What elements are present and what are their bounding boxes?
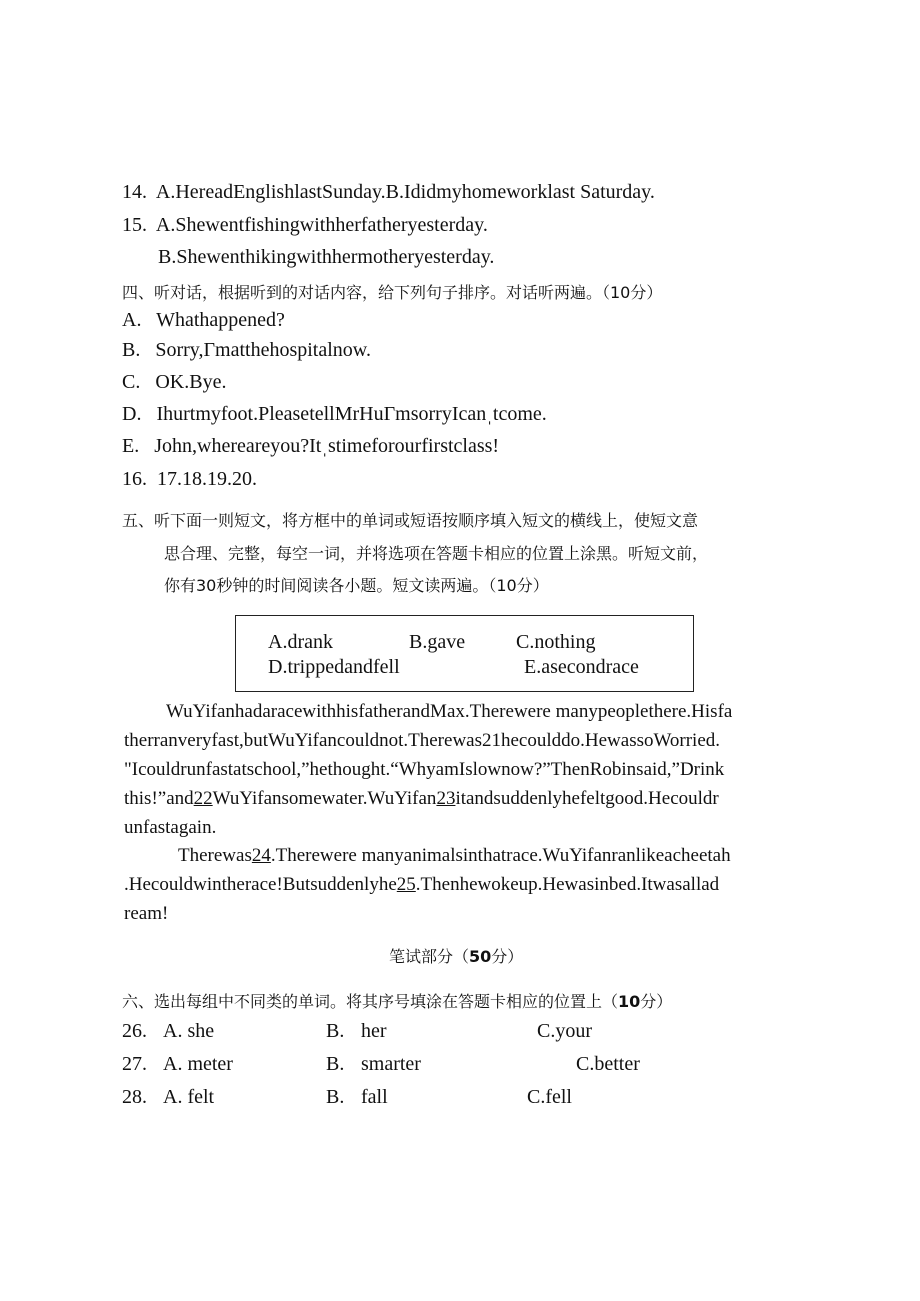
word-box-option-c: C.nothing [516,631,596,653]
part5-heading-line1: 五、听下面一则短文，将方框中的单词或短语按顺序填入短文的横线上，使短文意 [122,511,699,530]
passage-line-4 [124,788,719,810]
passage-text: .Hecouldwintherace!Butsuddenlyhe [124,874,397,895]
passage-text: itandsuddenlyhefeltgood.Hecouldr [455,788,719,809]
row-28-option-b-word: fall [361,1086,388,1108]
part4-option-c: C. OK.Bye. [122,371,227,393]
title-score: 50 [469,947,492,966]
word-box-option-d: D.trippedandfell [268,656,400,678]
passage-text: .Therewere manyanimalsinthatrace.WuYifanranlikeacheetah [270,845,731,866]
row-26-number: 26. [122,1020,147,1042]
part4-option-e: E. John,whereareyou?Itˌstimeforourfirstclass! [122,435,500,457]
part6-heading [122,989,672,1012]
question-14: 14. A.HereadEnglishlastSunday.B.Ididmyhomeworklast Saturday. [122,181,655,203]
blank-22: 22 [193,788,213,809]
part4-option-b: B. Sorry,Γmatthehospitalnow. [122,339,371,361]
row-27-option-c: C.better [576,1053,640,1075]
passage-text: WuYifansomewater.WuYifan [212,788,437,809]
row-27-option-b-label: B. [326,1053,345,1075]
row-27-option-b-word: smarter [361,1053,421,1075]
row-26-option-b-label: B. [326,1020,345,1042]
title-end: 分） [491,947,524,966]
passage-line-1: WuYifanhadaracewithhisfatherandMax.Therewere manypeoplethere.Hisfa [166,701,733,722]
row-27-option-a: A. meter [163,1053,233,1075]
row-28-option-b-label: B. [326,1086,345,1108]
word-box-option-a: A.drank [268,631,333,653]
part4-heading: 四、听对话，根据听到的对话内容，给下列句子排序。对话听两遍。（10分） [122,283,663,302]
row-26-option-b-word: her [361,1020,387,1042]
row-28-option-c: C.fell [527,1086,572,1108]
blank-24: 24 [251,845,271,866]
heading-text: 六、选出每组中不同类的单词。将其序号填涂在答题卡相应的位置上（ [122,992,619,1011]
part4-answer-line: 16. 17.18.19.20. [122,468,257,490]
passage-line-8: ream! [124,903,169,924]
passage-line-7 [124,874,719,896]
heading-end: 分） [640,992,673,1011]
passage-line-3: "Icouldrunfastatschool,”hethought.“WhyamIslownow?”ThenRobinsaid,”Drink [124,759,725,780]
row-26-option-c: C.your [537,1020,592,1042]
question-15-b: B.Shewenthikingwithhermotheryesterday. [158,246,495,268]
passage-line-6 [178,845,731,867]
passage-line-2: therranveryfast,butWuYifancouldnot.Therewas21hecoulddo.HewassoWorried. [124,730,721,751]
passage-text: Therewas [178,845,252,866]
question-15-a: 15. A.Shewentfishingwithherfatheryesterday. [122,214,488,236]
row-28-number: 28. [122,1086,147,1108]
part5-heading-line2: 思合理、完整，每空一词，并将选项在答题卡相应的位置上涂黑。听短文前， [164,544,709,563]
part5-heading-line3: 你有30秒钟的时间阅读各小题。短文读两遍。（10分） [164,576,549,595]
row-28-option-a: A. felt [163,1086,215,1108]
passage-text: .Thenhewokeup.Hewasinbed.Itwasallad [415,874,720,895]
word-box-option-e: E.asecondrace [524,656,639,678]
row-27-number: 27. [122,1053,147,1075]
passage-text: this!”and [124,788,194,809]
written-section-title [389,944,523,967]
word-box-option-b: B.gave [409,631,466,653]
blank-25: 25 [396,874,416,895]
row-26-option-a: A. she [163,1020,215,1042]
title-text: 笔试部分（ [389,947,470,966]
passage-line-5: unfastagain. [124,817,217,838]
part4-option-a: A. Whathappened? [122,309,285,331]
part4-option-d: D. Ihurtmyfoot.PleasetellMrHuΓmsorryIcanˌtcome. [122,403,547,425]
blank-23: 23 [436,788,456,809]
heading-score: 10 [618,992,641,1011]
